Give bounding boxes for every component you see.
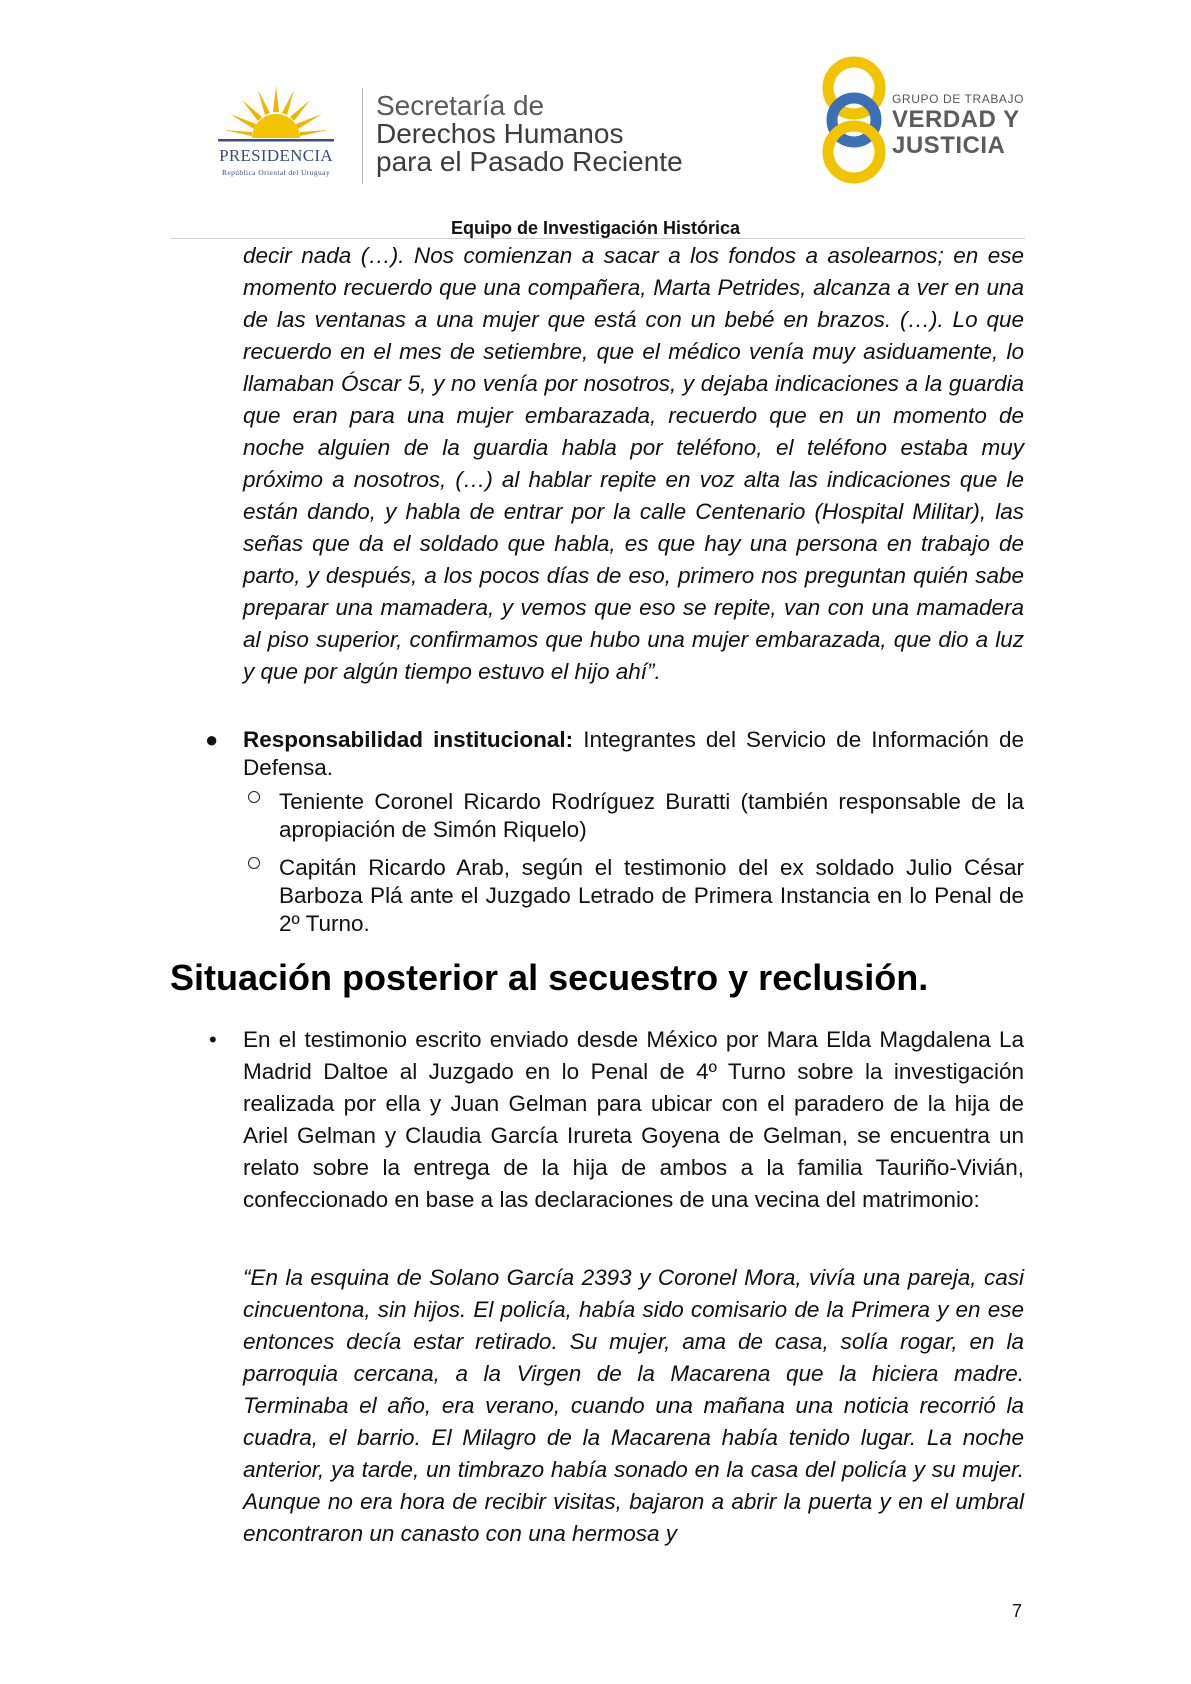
vecina-quote: “En la esquina de Solano García 2393 y Coronel Mora, vivía una pareja, casi cincuentona, sin hijos. El policía, había sido comisario de la Primera y en ese entonces decía estar retirado. Su mujer, ama de casa, solía rogar, en la parroquia cercana, a la Virgen de la Macarena que la hiciera madre. Terminaba el año, era verano, cuando una mañana una noticia recorrió la cuadra, el barrio. El Milagro de la Macarena había tenido lugar. La noche anterior, ya tarde, un timbrazo había sonado en la casa del policía y su mujer. Aunque no era hora de recibir visitas, bajaron a abrir la puerta y en el umbral encontraron un canasto con una hermosa y — [243, 1265, 1024, 1546]
presidencia-wordmark: PRESIDENCIA — [219, 146, 333, 165]
secretaria-line3: para el Pasado Reciente — [376, 146, 683, 177]
responsabilidad-text: Integrantes del Servicio de Información de Defensa. — [243, 727, 1024, 780]
section-heading: Situación posterior al secuestro y reclusión. — [170, 957, 929, 998]
responsabilidad-item — [243, 726, 1024, 782]
verdad-justicia-logo — [820, 56, 1030, 184]
secretaria-line1: Secretaría de — [376, 90, 545, 121]
sun-icon — [218, 82, 334, 144]
logo-divider — [362, 88, 363, 184]
secretaria-line2: Derechos Humanos — [376, 118, 624, 149]
linked-rings-icon — [820, 56, 888, 184]
responsable-item: Teniente Coronel Ricardo Rodríguez Buratti (también responsable de la apropiación de Simón Riquelo) — [279, 789, 1024, 842]
circle-bullet-icon — [248, 791, 260, 803]
testimony-quote: decir nada (…). Nos comienzan a sacar a los fondos a asolearnos; en ese momento recuerdo que una compañera, Marta Petrides, alcanza a ver en una de las ventanas a una mujer que está con un bebé en brazos. (…). Lo que recuerdo en el mes de setiembre, que el médico venía muy asiduamente, lo llamaban Óscar 5, y no venía por nosotros, y dejaba indicaciones a la guardia que eran para una mujer embarazada, recuerdo que en un momento de noche alguien de la guardia habla por teléfono, el teléfono estaba muy próximo a nosotros, (…) al hablar repite en voz alta las indicaciones que le están dando, y habla de entrar por la calle Centenario (Hospital Militar), las señas que da el soldado que habla, es que hay una persona en trabajo de parto, y después, a los pocos días de eso, primero nos preguntan quién sabe preparar una mamadera, y vemos que eso se repite, van con una mamadera al piso superior, confirmamos que hubo una mujer embarazada, que dio a luz y que por algún tiempo estuvo el hijo ahí”. — [243, 243, 1024, 684]
testimonio-paragraph: En el testimonio escrito enviado desde México por Mara Elda Magdalena La Madrid Daltoe al Juzgado en lo Penal de 4º Turno sobre la investigación realizada por ella y Juan Gelman para ubicar con el paradero de la hija de Ariel Gelman y Claudia García Irureta Goyena de Gelman, se encuentra un relato sobre la entrega de la hija de ambos a la familia Tauriño-Vivián, confeccionado en base a las declaraciones de una vecina del matrimonio: — [243, 1027, 1024, 1212]
grupo-justicia-label: JUSTICIA — [892, 132, 1006, 159]
responsabilidad-label: Responsabilidad institucional: — [243, 727, 574, 752]
bullet-icon: • — [209, 1027, 217, 1052]
responsable-item: Capitán Ricardo Arab, según el testimonio del ex soldado Julio César Barboza Plá ante el Juzgado Letrado de Primera Instancia en lo Penal de 2º Turno. — [279, 855, 1024, 936]
header-rule — [170, 238, 1025, 239]
presidencia-logo — [196, 82, 356, 182]
presidencia-subtitle: República Oriental del Uruguay — [221, 168, 330, 177]
team-title: Equipo de Investigación Histórica — [450, 218, 741, 238]
circle-bullet-icon — [248, 857, 260, 869]
page-number: 7 — [1012, 1601, 1023, 1621]
grupo-verdad-label: VERDAD Y — [892, 106, 1020, 133]
page-header — [0, 0, 1191, 240]
bullet-icon: ● — [205, 727, 219, 752]
grupo-small-label: GRUPO DE TRABAJO — [892, 92, 1025, 106]
secretaria-title — [376, 92, 683, 176]
